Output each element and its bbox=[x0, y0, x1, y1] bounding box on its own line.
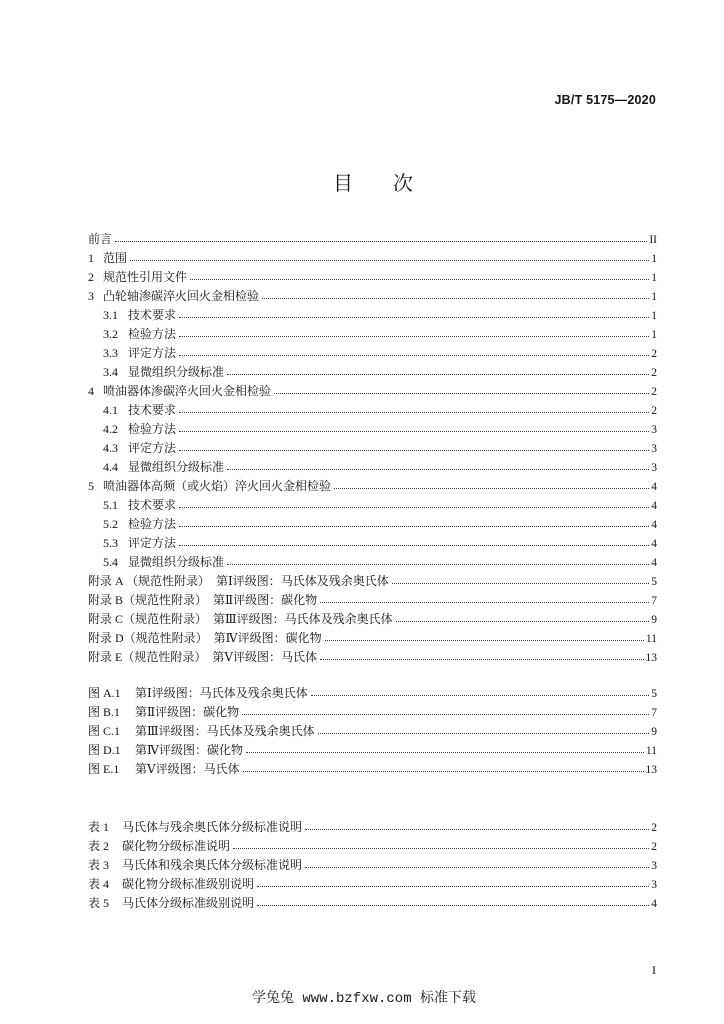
entry-page-number: 11 bbox=[645, 745, 657, 757]
dot-leader bbox=[318, 733, 650, 734]
toc-entry bbox=[88, 325, 657, 344]
entry-page-number: 2 bbox=[651, 348, 657, 360]
entry-page-number: 1 bbox=[651, 253, 657, 265]
entry-title: 第Ⅲ评级图：马氏体及残余奥氏体 bbox=[135, 724, 315, 738]
dot-leader bbox=[190, 279, 649, 280]
entry-title: 附录 B（规范性附录） 第Ⅱ评级图：碳化物 bbox=[88, 593, 318, 607]
entry-number: 4 bbox=[88, 384, 94, 398]
entry-number: 3.2 bbox=[103, 327, 118, 341]
entry-title: 碳化物分级标准级别说明 bbox=[122, 877, 255, 891]
figure-entry bbox=[88, 741, 657, 760]
entry-title: 显微组织分级标准 bbox=[128, 555, 225, 569]
figure-entry bbox=[88, 684, 657, 703]
dot-leader bbox=[305, 867, 649, 868]
toc-entry bbox=[88, 382, 657, 401]
dot-leader bbox=[305, 829, 649, 830]
entry-page-number: 9 bbox=[651, 614, 657, 626]
toc-entry bbox=[88, 458, 657, 477]
page-number: I bbox=[652, 963, 656, 977]
entry-number: 5 bbox=[88, 479, 94, 493]
entry-title: 显微组织分级标准 bbox=[128, 460, 225, 474]
table-entry bbox=[88, 894, 657, 913]
entry-title: 碳化物分级标准说明 bbox=[122, 839, 231, 853]
dot-leader bbox=[179, 526, 649, 527]
entry-number: 图 A.1 bbox=[88, 686, 121, 700]
dot-leader bbox=[257, 886, 649, 887]
entry-number: 表 4 bbox=[88, 877, 110, 891]
dot-leader bbox=[179, 450, 649, 451]
toc-entry bbox=[88, 591, 657, 610]
entry-number: 4.4 bbox=[103, 460, 118, 474]
entry-title: 检验方法 bbox=[128, 422, 177, 436]
entry-title: 范围 bbox=[103, 251, 128, 265]
entry-number: 5.3 bbox=[103, 536, 118, 550]
entry-page-number: 4 bbox=[651, 538, 657, 550]
toc-entry bbox=[88, 363, 657, 382]
toc-entry bbox=[88, 344, 657, 363]
entry-page-number: 4 bbox=[651, 481, 657, 493]
entry-title: 规范性引用文件 bbox=[103, 270, 188, 284]
entry-page-number: 11 bbox=[645, 633, 657, 645]
entry-page-number: 1 bbox=[651, 291, 657, 303]
dot-leader bbox=[233, 848, 649, 849]
dot-leader bbox=[179, 412, 649, 413]
table-entry bbox=[88, 818, 657, 837]
entry-page-number: 7 bbox=[651, 707, 657, 719]
dot-leader bbox=[242, 714, 649, 715]
entry-number: 2 bbox=[88, 270, 94, 284]
entry-number: 5.1 bbox=[103, 498, 118, 512]
entry-page-number: 2 bbox=[651, 405, 657, 417]
entry-title: 第Ⅴ评级图：马氏体 bbox=[135, 762, 240, 776]
entry-page-number: 1 bbox=[651, 329, 657, 341]
entry-page-number: 13 bbox=[645, 652, 657, 664]
toc-title: 目 次 bbox=[333, 171, 413, 195]
dot-leader bbox=[320, 659, 644, 660]
entry-number: 3.1 bbox=[103, 308, 118, 322]
entry-page-number: 2 bbox=[651, 386, 657, 398]
entry-page-number: 4 bbox=[651, 519, 657, 531]
toc-entry bbox=[88, 230, 657, 249]
standard-code: JB/T 5175—2020 bbox=[554, 93, 656, 107]
entry-title: 评定方法 bbox=[128, 536, 177, 550]
entry-page-number: 4 bbox=[651, 500, 657, 512]
entry-title: 附录 C（规范性附录） 第Ⅲ评级图：马氏体及残余奥氏体 bbox=[88, 612, 393, 626]
entry-title: 喷油器体渗碳淬火回火金相检验 bbox=[103, 384, 272, 398]
toc-table-list bbox=[88, 818, 657, 913]
entry-page-number: 1 bbox=[651, 272, 657, 284]
entry-title: 附录 E（规范性附录） 第Ⅴ评级图：马氏体 bbox=[88, 650, 317, 664]
entry-page-number: 3 bbox=[651, 879, 657, 891]
entry-page-number: 7 bbox=[651, 595, 657, 607]
entry-page-number: 3 bbox=[651, 424, 657, 436]
toc-entry bbox=[88, 629, 657, 648]
entry-title: 评定方法 bbox=[128, 441, 177, 455]
dot-leader bbox=[334, 488, 649, 489]
dot-leader bbox=[130, 260, 649, 261]
dot-leader bbox=[179, 431, 649, 432]
dot-leader bbox=[262, 298, 649, 299]
toc-entry bbox=[88, 249, 657, 268]
toc-entry bbox=[88, 610, 657, 629]
toc-entry bbox=[88, 401, 657, 420]
toc-entry bbox=[88, 306, 657, 325]
entry-page-number: 5 bbox=[651, 688, 657, 700]
dot-leader bbox=[243, 771, 644, 772]
entry-title: 检验方法 bbox=[128, 327, 177, 341]
toc-entry bbox=[88, 496, 657, 515]
dot-leader bbox=[227, 564, 649, 565]
entry-number: 1 bbox=[88, 251, 94, 265]
entry-title: 马氏体分级标准级别说明 bbox=[122, 896, 255, 910]
dot-leader bbox=[257, 905, 649, 906]
dot-leader bbox=[246, 752, 644, 753]
entry-title: 评定方法 bbox=[128, 346, 177, 360]
dot-leader bbox=[179, 336, 649, 337]
entry-title: 前言 bbox=[88, 232, 113, 246]
entry-page-number: 9 bbox=[651, 726, 657, 738]
dot-leader bbox=[396, 621, 650, 622]
toc-figure-list bbox=[88, 684, 657, 779]
entry-title: 第Ⅱ评级图：碳化物 bbox=[135, 705, 240, 719]
entry-title: 第Ⅰ评级图：马氏体及残余奥氏体 bbox=[135, 686, 308, 700]
entry-number: 5.4 bbox=[103, 555, 118, 569]
toc-entry bbox=[88, 268, 657, 287]
dot-leader bbox=[311, 695, 650, 696]
dot-leader bbox=[274, 393, 649, 394]
dot-leader bbox=[179, 355, 649, 356]
entry-number: 图 E.1 bbox=[88, 762, 120, 776]
entry-number: 图 C.1 bbox=[88, 724, 121, 738]
dot-leader bbox=[320, 602, 649, 603]
entry-number: 4.2 bbox=[103, 422, 118, 436]
entry-number: 表 3 bbox=[88, 858, 110, 872]
toc-entry bbox=[88, 477, 657, 496]
entry-page-number: 4 bbox=[651, 898, 657, 910]
entry-number: 表 2 bbox=[88, 839, 110, 853]
dot-leader bbox=[115, 241, 647, 242]
entry-page-number: 3 bbox=[651, 860, 657, 872]
entry-page-number: 13 bbox=[645, 764, 657, 776]
entry-title: 喷油器体高频（或火焰）淬火回火金相检验 bbox=[103, 479, 332, 493]
entry-page-number: 2 bbox=[651, 367, 657, 379]
toc-entry bbox=[88, 515, 657, 534]
dot-leader bbox=[227, 374, 649, 375]
entry-title: 凸轮轴渗碳淬火回火金相检验 bbox=[103, 289, 260, 303]
watermark: 学兔兔 www.bzfxw.com 标准下载 bbox=[251, 991, 477, 1007]
entry-title: 附录 D（规范性附录） 第Ⅳ评级图：碳化物 bbox=[88, 631, 322, 645]
entry-number: 图 D.1 bbox=[88, 743, 121, 757]
entry-title: 检验方法 bbox=[128, 517, 177, 531]
entry-page-number: 5 bbox=[651, 576, 657, 588]
table-entry bbox=[88, 856, 657, 875]
entry-number: 3 bbox=[88, 289, 94, 303]
toc-entry bbox=[88, 439, 657, 458]
toc-section-list bbox=[88, 230, 657, 667]
toc-entry bbox=[88, 553, 657, 572]
entry-title: 马氏体与残余奥氏体分级标准说明 bbox=[122, 820, 303, 834]
entry-title: 马氏体和残余奥氏体分级标准说明 bbox=[122, 858, 303, 872]
entry-number: 表 5 bbox=[88, 896, 110, 910]
entry-page-number: 4 bbox=[651, 557, 657, 569]
entry-title: 第Ⅳ评级图：碳化物 bbox=[135, 743, 243, 757]
entry-number: 4.3 bbox=[103, 441, 118, 455]
table-entry bbox=[88, 837, 657, 856]
dot-leader bbox=[325, 640, 644, 641]
entry-page-number: 2 bbox=[651, 841, 657, 853]
dot-leader bbox=[392, 583, 650, 584]
figure-entry bbox=[88, 722, 657, 741]
entry-title: 技术要求 bbox=[128, 498, 177, 512]
entry-number: 3.4 bbox=[103, 365, 118, 379]
entry-title: 显微组织分级标准 bbox=[128, 365, 225, 379]
entry-page-number: II bbox=[649, 234, 657, 246]
entry-number: 5.2 bbox=[103, 517, 118, 531]
toc-entry bbox=[88, 287, 657, 306]
toc-entry bbox=[88, 420, 657, 439]
entry-number: 图 B.1 bbox=[88, 705, 121, 719]
entry-number: 3.3 bbox=[103, 346, 118, 360]
table-entry bbox=[88, 875, 657, 894]
entry-title: 附录 A （规范性附录） 第Ⅰ评级图：马氏体及残余奥氏体 bbox=[88, 574, 389, 588]
toc-entry bbox=[88, 648, 657, 667]
dot-leader bbox=[179, 545, 649, 546]
dot-leader bbox=[179, 317, 649, 318]
toc-entry bbox=[88, 534, 657, 553]
dot-leader bbox=[227, 469, 649, 470]
entry-page-number: 1 bbox=[651, 310, 657, 322]
entry-page-number: 3 bbox=[651, 462, 657, 474]
dot-leader bbox=[179, 507, 649, 508]
toc-entry bbox=[88, 572, 657, 591]
entry-title: 技术要求 bbox=[128, 403, 177, 417]
entry-number: 4.1 bbox=[103, 403, 118, 417]
entry-page-number: 3 bbox=[651, 443, 657, 455]
figure-entry bbox=[88, 760, 657, 779]
figure-entry bbox=[88, 703, 657, 722]
entry-page-number: 2 bbox=[651, 822, 657, 834]
entry-number: 表 1 bbox=[88, 820, 110, 834]
entry-title: 技术要求 bbox=[128, 308, 177, 322]
